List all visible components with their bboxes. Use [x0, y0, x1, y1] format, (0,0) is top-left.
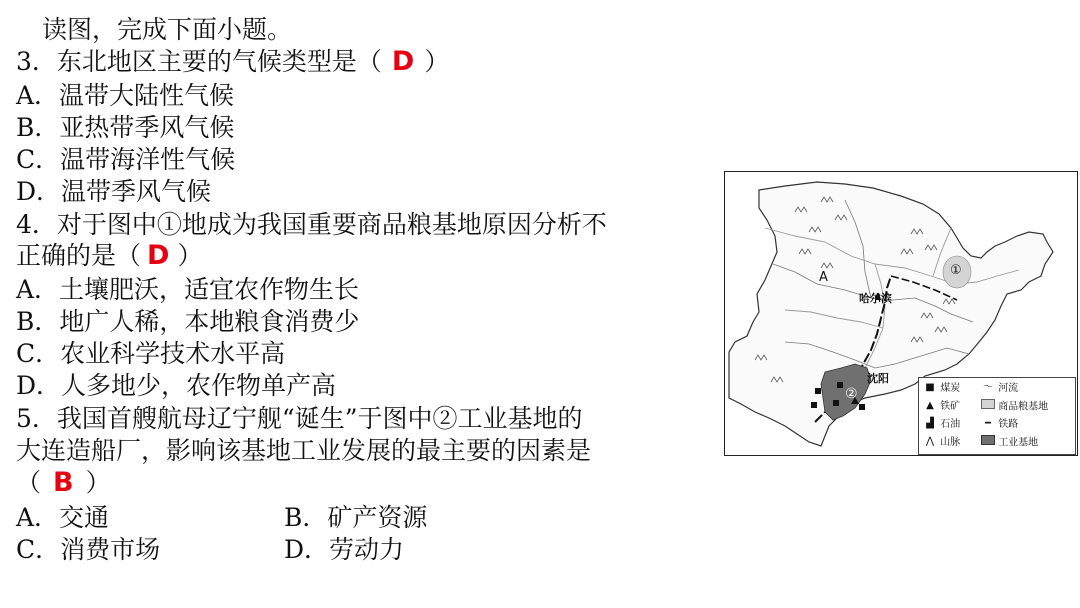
industrial-base-swatch-icon — [981, 435, 995, 445]
q4-option-d: D．人多地少，农作物单产高 — [16, 371, 337, 400]
q5-option-d: D．劳动力 — [284, 535, 405, 564]
northeast-china-map — [724, 171, 1078, 456]
legend-grain-base: 商品粮基地 — [981, 399, 1048, 413]
legend-mountain: ⋀ 山脉 — [923, 435, 960, 449]
q5-option-b: B．矿产资源 — [284, 503, 428, 532]
q5-option-c: C．消费市场 — [16, 535, 161, 564]
legend-oil: ▟ 石油 — [923, 417, 960, 431]
coal-icon: ■ — [925, 382, 935, 393]
label-harbin: 哈尔滨 — [859, 292, 892, 305]
q4-option-c: C．农业科学技术水平高 — [16, 339, 286, 368]
marker-2: ② — [845, 386, 858, 402]
map-legend — [918, 377, 1076, 455]
q5-stem-text: （ — [16, 468, 42, 497]
q4-stem-text: 正确的是（ — [16, 241, 142, 270]
mountain-icon: ⋀ — [925, 436, 935, 447]
q4-stem-close: ） — [177, 241, 203, 270]
oil-icon: ▟ — [926, 418, 934, 429]
q3-option-d: D．温带季风气候 — [16, 177, 212, 206]
river-icon: 〜 — [983, 382, 993, 393]
label-point-a: A — [819, 270, 828, 285]
q5-answer: B — [53, 467, 74, 498]
q3-option-a: A．温带大陆性气候 — [16, 81, 235, 110]
q5-stem-line2: 大连造船厂，影响该基地工业发展的最主要的因素是 — [16, 436, 592, 465]
railway-icon: ━ — [984, 418, 992, 429]
q4-stem-line1: 4．对于图中①地成为我国重要商品粮基地原因分析不 — [16, 210, 607, 239]
q4-option-b: B．地广人稀，本地粮食消费少 — [16, 307, 360, 336]
legend-coal: ■ 煤炭 — [923, 381, 960, 395]
q5-option-a: A．交通 — [16, 503, 110, 532]
q3-stem-close: ） — [424, 47, 450, 76]
q4-answer: D — [147, 240, 170, 271]
marker-1: ① — [950, 263, 962, 278]
legend-railway: ━ 铁路 — [981, 417, 1018, 431]
legend-industrial-base: 工业基地 — [981, 435, 1038, 449]
q5-stem-line3 — [16, 467, 111, 499]
q4-option-a: A．土壤肥沃，适宜农作物生长 — [16, 275, 360, 304]
q3-option-c: C．温带海洋性气候 — [16, 145, 236, 174]
q5-stem-line1: 5．我国首艘航母辽宁舰“诞生”于图中②工业基地的 — [16, 404, 583, 433]
q3-stem — [16, 46, 449, 78]
q3-answer: D — [391, 46, 415, 77]
q3-stem-text: 3．东北地区主要的气候类型是（ — [16, 47, 382, 76]
legend-iron: ▲ 铁矿 — [923, 399, 960, 413]
q3-option-b: B．亚热带季风气候 — [16, 113, 235, 142]
legend-river: 〜 河流 — [983, 382, 1019, 394]
grain-base-swatch-icon — [981, 399, 995, 409]
intro-text: 读图，完成下面小题。 — [42, 15, 293, 44]
q5-stem-close: ） — [85, 468, 111, 497]
q4-stem-line2 — [16, 240, 202, 272]
label-shenyang: 沈阳 — [867, 372, 889, 385]
iron-icon: ▲ — [926, 400, 934, 411]
